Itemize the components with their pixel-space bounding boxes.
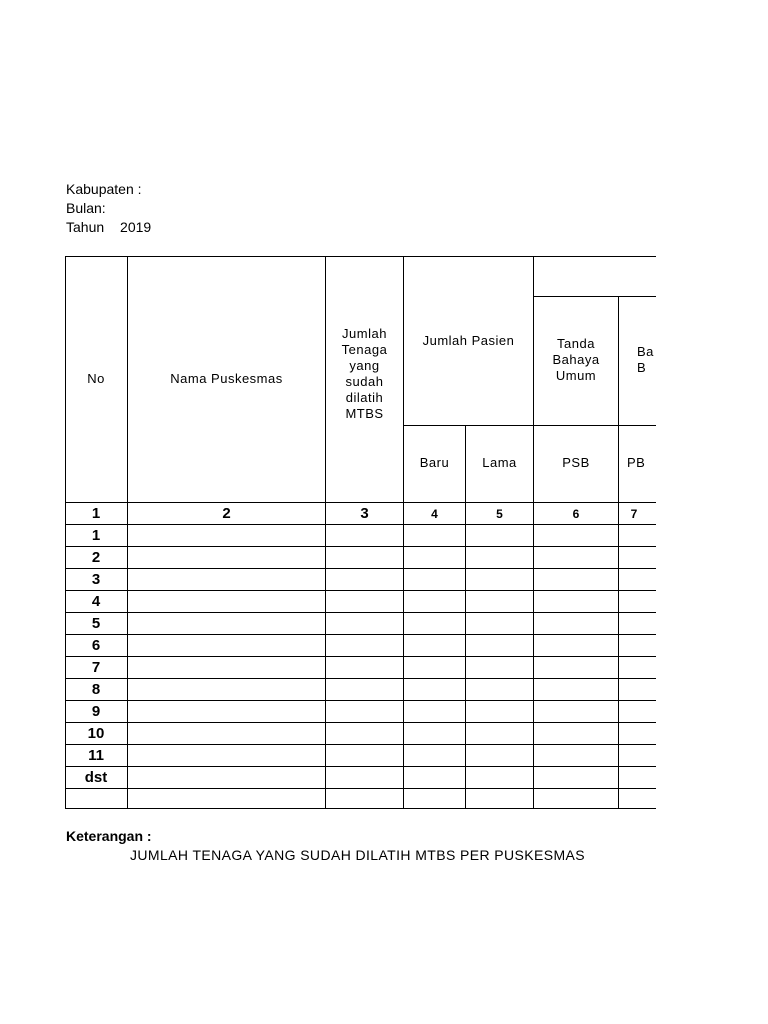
header-jumlah-pasien: Jumlah Pasien — [422, 333, 515, 348]
header-no: No — [87, 371, 105, 386]
grid-line — [65, 634, 656, 635]
header-partial-column: Ba B — [637, 344, 654, 375]
grid-line — [403, 425, 656, 426]
header-tanda-bahaya-umum: Tanda Bahaya Umum — [552, 336, 600, 383]
grid-line — [65, 766, 656, 767]
grid-line — [65, 808, 656, 809]
grid-line — [65, 568, 656, 569]
table-row-number: 5 — [91, 615, 101, 632]
subheader-baru: Baru — [419, 455, 450, 470]
subheader-psb: PSB — [562, 455, 590, 470]
kabupaten-label: Kabupaten : — [66, 181, 142, 197]
grid-line — [65, 744, 656, 745]
grid-line — [65, 788, 656, 789]
table-row-number: 8 — [91, 681, 101, 698]
grid-line — [65, 700, 656, 701]
table-row-number: 11 — [88, 747, 104, 764]
grid-line — [65, 722, 656, 723]
grid-line — [65, 524, 656, 525]
grid-line — [65, 590, 656, 591]
grid-line — [65, 612, 656, 613]
document-title: JUMLAH TENAGA YANG SUDAH DILATIH MTBS PER PUSKESMAS — [130, 847, 586, 863]
tahun-row — [66, 218, 151, 237]
column-number: 6 — [572, 506, 580, 521]
column-number: 3 — [360, 505, 369, 522]
column-number: 2 — [222, 505, 231, 522]
table-row-number: 6 — [91, 637, 101, 654]
grid-line — [533, 296, 656, 297]
subheader-pb: PB — [627, 455, 646, 470]
grid-line — [65, 546, 656, 547]
tahun-label: Tahun — [66, 219, 105, 235]
column-number: 4 — [431, 506, 438, 521]
bulan-label: Bulan: — [66, 200, 106, 216]
table-row-number: 2 — [91, 549, 101, 566]
table-row-number: dst — [84, 769, 108, 786]
table-row-number: 9 — [91, 703, 101, 720]
grid-line — [465, 425, 466, 809]
table-row-number: 10 — [87, 725, 105, 742]
grid-line — [65, 678, 656, 679]
header-nama-puskesmas: Nama Puskesmas — [170, 371, 283, 386]
keterangan-label: Keterangan : — [66, 828, 152, 844]
tahun-value: 2019 — [120, 219, 152, 235]
grid-line — [618, 296, 619, 809]
column-number: 5 — [496, 506, 503, 521]
table-row-number: 1 — [91, 527, 101, 544]
subheader-lama: Lama — [482, 455, 517, 470]
table-row-number: 4 — [91, 593, 101, 610]
mtbs-table — [65, 256, 656, 810]
table-row-number — [65, 789, 127, 808]
table-row-number: 3 — [91, 571, 101, 588]
column-number: 7 — [630, 506, 638, 521]
table-row-number: 7 — [91, 659, 101, 676]
grid-line — [65, 656, 656, 657]
header-jumlah-tenaga: Jumlah Tenaga yang sudah dilatih MTBS — [341, 326, 388, 421]
column-number: 1 — [91, 505, 101, 522]
